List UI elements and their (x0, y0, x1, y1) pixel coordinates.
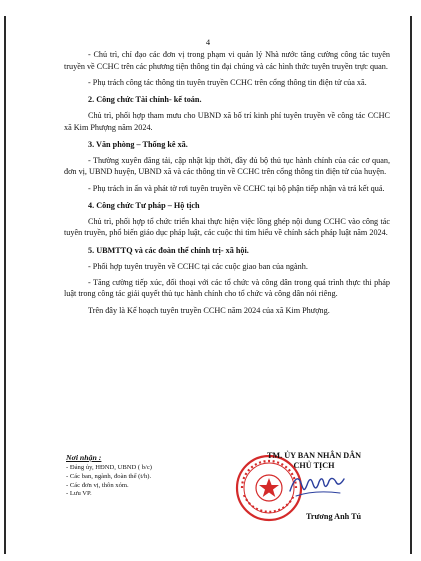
paragraph: - Phụ trách in ấn và phát tờ rơi tuyên truyền về CCHC tại bộ phận tiếp nhận và trả kết quả. (88, 183, 385, 193)
signatory-name: Trương Anh Tú (306, 512, 362, 521)
signature-organization: TM. ỦY BAN NHÂN DÂN (266, 451, 362, 460)
signature-role: CHỦ TỊCH (293, 461, 335, 470)
document-page (4, 16, 412, 554)
recipient-item: - Các đơn vị, thôn xóm. (66, 481, 129, 489)
page-number: 4 (205, 37, 211, 47)
handwritten-signature-icon (288, 469, 346, 501)
signature-block (232, 447, 382, 537)
closing-statement: Trên đây là Kế hoạch tuyên truyền CCHC năm 2024 của xã Kim Phượng. (88, 305, 330, 315)
paragraph: Chủ trì, phối hợp tổ chức triển khai thực hiện việc lồng ghép nội dung CCHC vào công tác tuyên truyền, phổ biến giáo dục pháp luật, các cuộc thi tìm hiểu về chính sách pháp luật năm 2024. (64, 216, 390, 238)
section-heading-office: 3. Văn phòng – Thống kê xã. (88, 140, 188, 150)
recipient-item: - Các ban, ngành, đoàn thể (t/h). (66, 472, 152, 480)
paragraph: Chủ trì, phối hợp tham mưu cho UBND xã bố trí kinh phí tuyên truyền về công tác CCHC xã Kim Phượng năm 2024. (64, 110, 390, 132)
recipients-label: Nơi nhận : (66, 453, 102, 462)
recipient-item: - Lưu VP. (66, 490, 92, 498)
paragraph: - Phối hợp tuyên truyền về CCHC tại các cuộc giao ban của ngành. (88, 261, 308, 271)
paragraph: - Thường xuyên đăng tải, cập nhật kịp thời, đầy đủ bộ thủ tục hành chính của các cơ quan, đơn vị, UBND huyện, UBND xã và các thông tin về CCHC trên cổng thông tin điện tử của huyện. (64, 155, 390, 177)
section-heading-finance: 2. Công chức Tài chính- kế toán. (88, 95, 202, 105)
page-content (64, 49, 390, 316)
paragraph: - Tăng cường tiếp xúc, đối thoại với các tổ chức và công dân trong quá trình thực thi pháp luật trong công tác giải quyết thủ tục hành chính cho tổ chức và công dân nói riêng. (64, 277, 390, 299)
section-heading-front: 5. UBMTTQ và các đoàn thể chính trị- xã hội. (88, 245, 249, 255)
paragraph: - Chủ trì, chỉ đạo các đơn vị trong phạm vi quản lý Nhà nước tăng cường công tác tuyên truyền về CCHC trên các phương tiện thông tin đại chúng và các hình thức tuyên truyền trực quan. (64, 50, 390, 71)
paragraph: - Phụ trách công tác thông tin tuyên truyền CCHC trên cổng thông tin điện tử của xã. (88, 77, 367, 87)
section-heading-justice: 4. Công chức Tư pháp – Hộ tịch (88, 201, 200, 211)
recipient-item: - Đảng ủy, HĐND, UBND ( b/c) (66, 464, 153, 471)
recipients-block (66, 453, 236, 499)
